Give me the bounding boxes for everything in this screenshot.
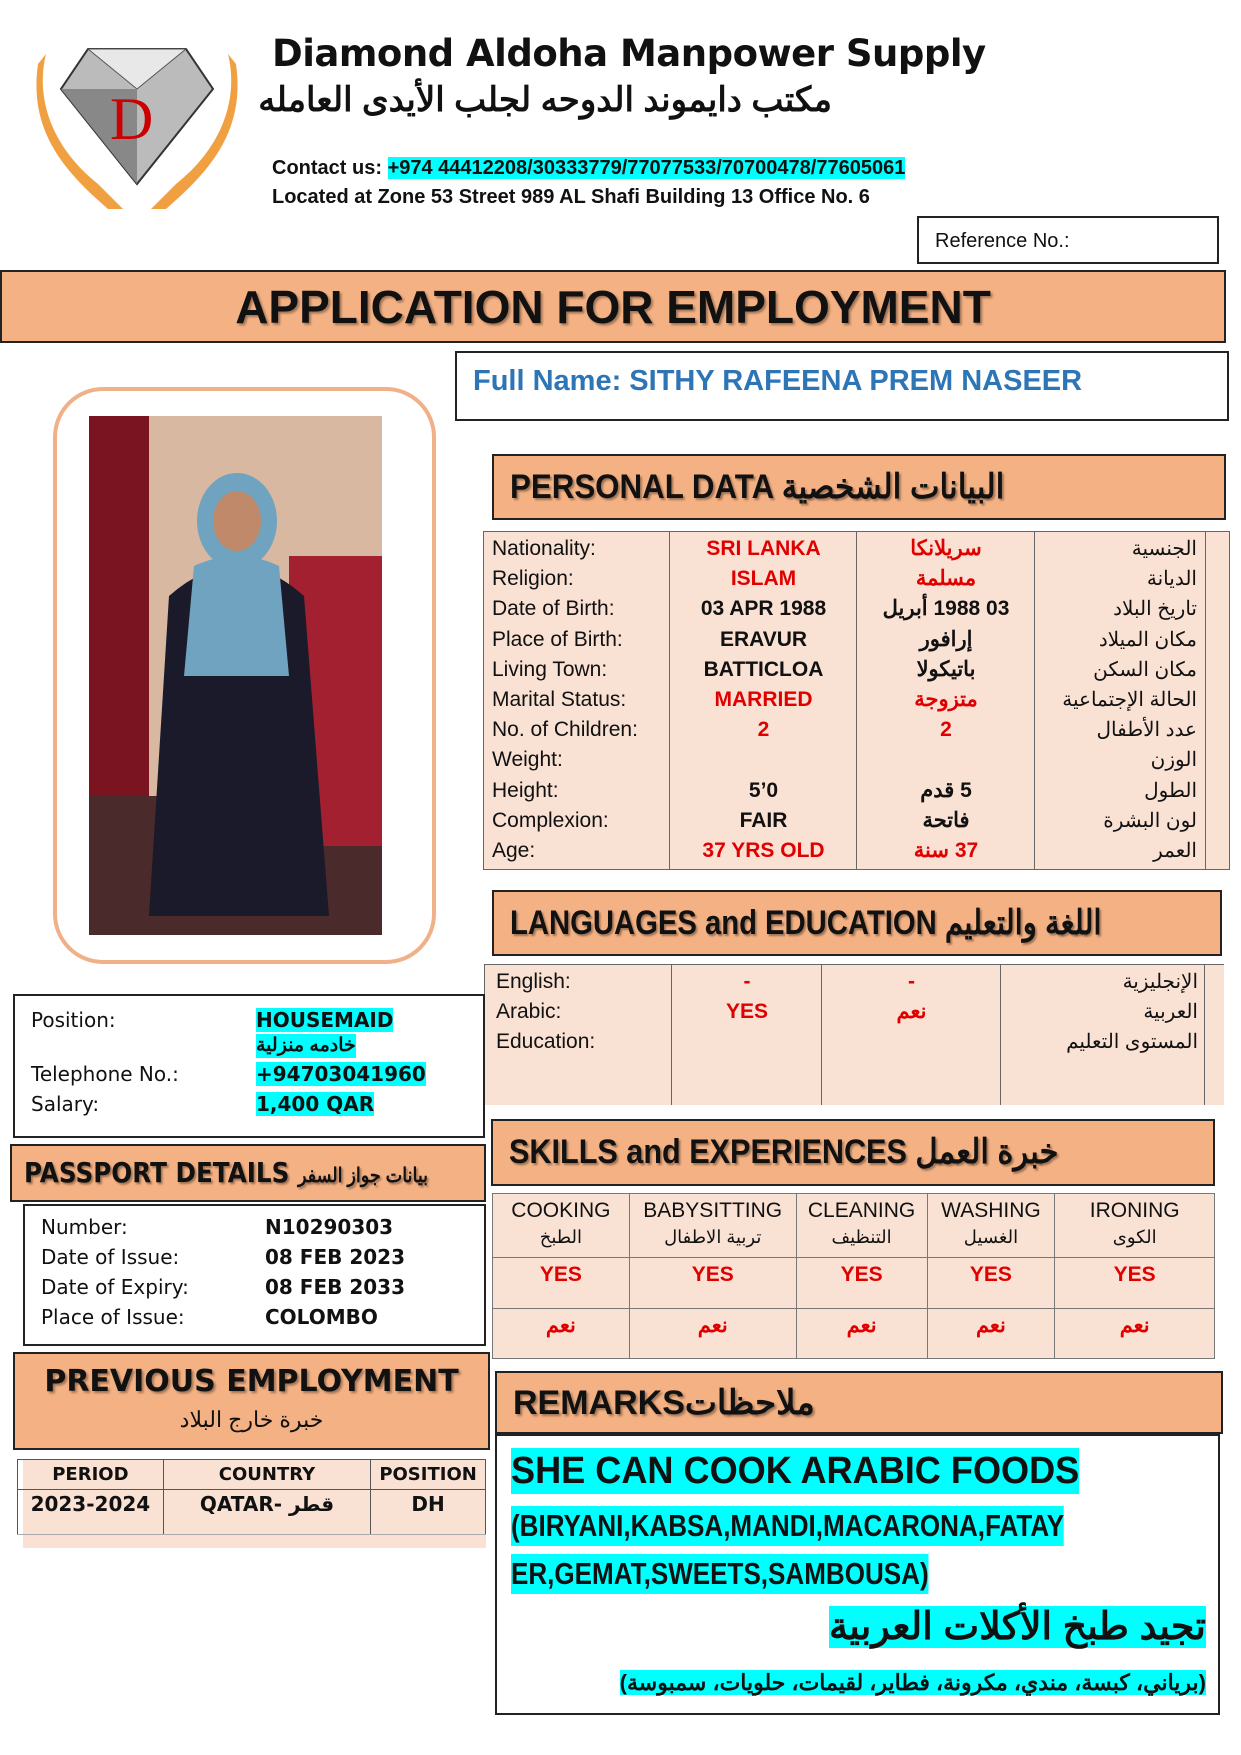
- full-name-box: [455, 351, 1229, 421]
- column-header: COUNTRY: [163, 1460, 370, 1490]
- personal-value: 5’0: [748, 778, 779, 802]
- skill-value: YES: [1113, 1263, 1156, 1286]
- passport-box: [23, 1204, 486, 1346]
- remarks-line-4: تجيد طبخ الأكلات العربية: [828, 1606, 1206, 1648]
- previous-employment-title: PREVIOUS EMPLOYMENT: [44, 1364, 459, 1399]
- skills-title-arabic: خبرة العمل: [915, 1133, 1059, 1171]
- skills-title: SKILLS and EXPERIENCES: [509, 1133, 907, 1171]
- remarks-title: REMARKSملاحظات: [513, 1384, 815, 1422]
- personal-value-arabic: مسلمة: [915, 567, 977, 591]
- personal-label: Date of Birth:: [492, 597, 615, 621]
- position-value-arabic: خادمه منزلية: [256, 1035, 356, 1056]
- passport-value: COLOMBO: [265, 1305, 378, 1329]
- skill-value: YES: [840, 1263, 883, 1286]
- personal-value: SRI LANKA: [706, 537, 821, 560]
- personal-value: FAIR: [739, 808, 788, 832]
- skill-cell: [796, 1309, 927, 1359]
- personal-label: Height:: [492, 778, 559, 802]
- skill-cell: [927, 1258, 1055, 1309]
- language-label-arabic: العربية: [1143, 1001, 1198, 1023]
- skills-row: [493, 1194, 1215, 1258]
- remarks-line-2: (BIRYANI,KABSA,MANDI,MACARONA,FATAY: [511, 1506, 1064, 1546]
- table-cell: QATAR- قطر: [163, 1490, 370, 1535]
- skill-value-ar: نعم: [697, 1314, 728, 1337]
- skill-name: WASHING: [941, 1199, 1041, 1222]
- banner: [0, 270, 1226, 343]
- remarks-header: [495, 1371, 1223, 1434]
- passport-title-arabic: بيانات جواز السفر: [297, 1165, 429, 1187]
- skill-cell: [493, 1194, 630, 1258]
- personal-value-arabic: 03 1988 أبريل: [882, 597, 1010, 621]
- language-value: YES: [725, 1000, 769, 1023]
- languages-header: [492, 890, 1222, 956]
- personal-value-arabic: فاتحة: [922, 808, 970, 832]
- passport-label: Date of Issue:: [41, 1245, 180, 1269]
- skill-cell: [1055, 1194, 1215, 1258]
- personal-label-arabic: الطول: [1144, 779, 1197, 802]
- skills-header: [491, 1119, 1215, 1186]
- personal-data-title-arabic: البيانات الشخصية: [781, 468, 1005, 506]
- skill-cell: [629, 1258, 796, 1309]
- reference-box: [917, 216, 1219, 264]
- previous-employment-title-arabic: خبرة خارج البلاد: [179, 1407, 324, 1432]
- skills-row: [493, 1309, 1215, 1359]
- language-label: Arabic:: [496, 1000, 562, 1023]
- personal-label-arabic: عدد الأطفال: [1096, 719, 1197, 742]
- skill-value: YES: [969, 1263, 1012, 1286]
- table-row: [18, 1490, 486, 1535]
- personal-value: MARRIED: [714, 688, 813, 711]
- passport-title: PASSPORT DETAILS: [24, 1156, 290, 1189]
- reference-label: Reference No.:: [935, 230, 1070, 252]
- previous-employment-header-row: [18, 1460, 486, 1490]
- personal-value-arabic: متزوجة: [914, 688, 978, 711]
- personal-data-title: PERSONAL DATA: [510, 468, 774, 506]
- phone-label: Telephone No.:: [31, 1062, 179, 1086]
- skill-name-ar: التنظيف: [831, 1227, 892, 1247]
- personal-data-header: [492, 454, 1226, 520]
- personal-label-arabic: لون البشرة: [1103, 809, 1197, 832]
- personal-label: Living Town:: [492, 657, 608, 681]
- column-header: POSITION: [371, 1460, 486, 1490]
- skill-cell: [927, 1194, 1055, 1258]
- passport-label: Place of Issue:: [41, 1305, 185, 1329]
- skill-name: CLEANING: [807, 1199, 916, 1222]
- skill-value-ar: نعم: [1119, 1314, 1150, 1337]
- previous-employment-table: [17, 1459, 486, 1535]
- personal-value: ERAVUR: [719, 627, 808, 651]
- passport-label: Date of Expiry:: [41, 1275, 189, 1299]
- skill-cell: [796, 1258, 927, 1309]
- company-address: Located at Zone 53 Street 989 AL Shafi Building 13 Office No. 6: [272, 186, 870, 208]
- personal-label: Nationality:: [492, 537, 596, 560]
- personal-value: 37 YRS OLD: [702, 839, 825, 862]
- remarks-box: [495, 1434, 1220, 1715]
- skill-cell: [493, 1309, 630, 1359]
- language-label-arabic: المستوى التعليم: [1066, 1031, 1198, 1053]
- personal-label: Weight:: [492, 748, 563, 772]
- skill-name-ar: تربية الاطفال: [664, 1227, 762, 1247]
- language-label: Education:: [496, 1030, 596, 1053]
- remarks-line-1: SHE CAN COOK ARABIC FOODS: [511, 1450, 1080, 1492]
- personal-value-arabic: 37 سنة: [913, 839, 979, 862]
- skill-cell: [629, 1194, 796, 1258]
- remarks-line-3: ER,GEMAT,SWEETS,SAMBOUSA): [511, 1554, 929, 1594]
- full-name: Full Name: SITHY RAFEENA PREM NASEER: [473, 365, 1083, 397]
- previous-employment-header: [13, 1352, 490, 1450]
- language-value-arabic: -: [908, 970, 915, 993]
- personal-label-arabic: مكان السكن: [1093, 658, 1197, 681]
- personal-label-arabic: الحالة الإجتماعية: [1062, 689, 1197, 711]
- personal-value: 2: [757, 718, 770, 742]
- passport-value: N10290303: [265, 1215, 394, 1239]
- personal-label-arabic: الجنسية: [1131, 538, 1197, 560]
- passport-value: 08 FEB 2023: [265, 1245, 405, 1269]
- skill-value-ar: نعم: [545, 1314, 576, 1337]
- personal-value: 03 APR 1988: [700, 597, 827, 621]
- skill-value-ar: نعم: [975, 1314, 1006, 1337]
- salary-label: Salary:: [31, 1092, 100, 1116]
- table-cell: 2023-2024: [18, 1490, 164, 1535]
- banner-title: APPLICATION FOR EMPLOYMENT: [235, 281, 991, 333]
- personal-label-arabic: العمر: [1153, 840, 1197, 862]
- skill-cell: [493, 1258, 630, 1309]
- skill-value-ar: نعم: [846, 1314, 877, 1337]
- skills-row: [493, 1258, 1215, 1309]
- passport-value: 08 FEB 2033: [265, 1275, 405, 1299]
- language-label: English:: [496, 970, 571, 993]
- skill-cell: [629, 1309, 796, 1359]
- personal-label-arabic: مكان الميلاد: [1098, 628, 1197, 651]
- skill-value: YES: [539, 1263, 582, 1286]
- position-label: Position:: [31, 1008, 116, 1032]
- passport-label: Number:: [41, 1215, 128, 1239]
- company-logo: [28, 34, 246, 212]
- language-value-arabic: نعم: [896, 1000, 927, 1023]
- skill-name: BABYSITTING: [643, 1199, 783, 1222]
- personal-value-arabic: سريلانكا: [910, 537, 982, 560]
- personal-label: Marital Status:: [492, 688, 627, 711]
- skill-name: COOKING: [511, 1199, 611, 1222]
- job-info-box: [13, 994, 485, 1138]
- personal-value-arabic: إرافور: [919, 627, 973, 651]
- language-label-arabic: الإنجليزية: [1122, 971, 1198, 993]
- skill-name-ar: الكوى: [1112, 1227, 1157, 1247]
- contact-line: [272, 157, 905, 180]
- company-name: Diamond Aldoha Manpower Supply: [272, 32, 986, 75]
- salary-value: 1,400 QAR: [256, 1092, 375, 1116]
- skill-cell: [927, 1309, 1055, 1359]
- phone-value: +94703041960: [256, 1062, 426, 1086]
- skill-name-ar: الغسيل: [963, 1227, 1019, 1247]
- language-value: -: [743, 970, 751, 993]
- position-value: HOUSEMAID: [256, 1008, 394, 1032]
- personal-label: Place of Birth:: [492, 627, 623, 651]
- skill-cell: [1055, 1258, 1215, 1309]
- skill-cell: [796, 1194, 927, 1258]
- personal-value: BATTICLOA: [703, 657, 824, 681]
- personal-label: No. of Children:: [492, 718, 638, 742]
- skill-name: IRONING: [1089, 1199, 1180, 1222]
- personal-value: ISLAM: [730, 567, 797, 591]
- skill-value: YES: [691, 1263, 734, 1286]
- personal-value-arabic: 2: [940, 718, 952, 742]
- skills-table: [492, 1193, 1215, 1359]
- personal-value-arabic: 5 قدم: [920, 778, 972, 802]
- column-header: PERIOD: [18, 1460, 164, 1490]
- passport-header: [10, 1144, 486, 1202]
- table-cell: DH: [371, 1490, 486, 1535]
- personal-label: Age:: [492, 839, 536, 862]
- personal-value-arabic: باتيكولا: [916, 657, 976, 681]
- personal-label-arabic: تاريخ البلاد: [1113, 598, 1197, 621]
- languages-title-arabic: اللغة والتعليم: [944, 904, 1102, 942]
- remarks-line-5: (برياني، كبسة، مندي، مكرونة، فطاير، لقيمات، حلويات، سمبوسة): [619, 1670, 1206, 1695]
- company-name-arabic: مكتب دايموند الدوحه لجلب الأيدى العامله: [258, 81, 832, 119]
- personal-label-arabic: الديانة: [1146, 568, 1197, 591]
- svg-text:D: D: [110, 86, 154, 152]
- languages-title: LANGUAGES and EDUCATION: [510, 904, 937, 942]
- skill-name-ar: الطبخ: [539, 1227, 583, 1247]
- personal-label-arabic: الوزن: [1150, 749, 1197, 772]
- contact-numbers: +974 44412208/30333779/77077533/70700478/77605061: [387, 157, 906, 179]
- applicant-photo: [89, 416, 382, 935]
- personal-label: Religion:: [492, 567, 574, 591]
- personal-data-table: [483, 531, 1230, 870]
- contact-label: Contact us:: [272, 157, 382, 179]
- skill-cell: [1055, 1309, 1215, 1359]
- personal-label: Complexion:: [492, 808, 609, 832]
- languages-table: [484, 964, 1224, 1105]
